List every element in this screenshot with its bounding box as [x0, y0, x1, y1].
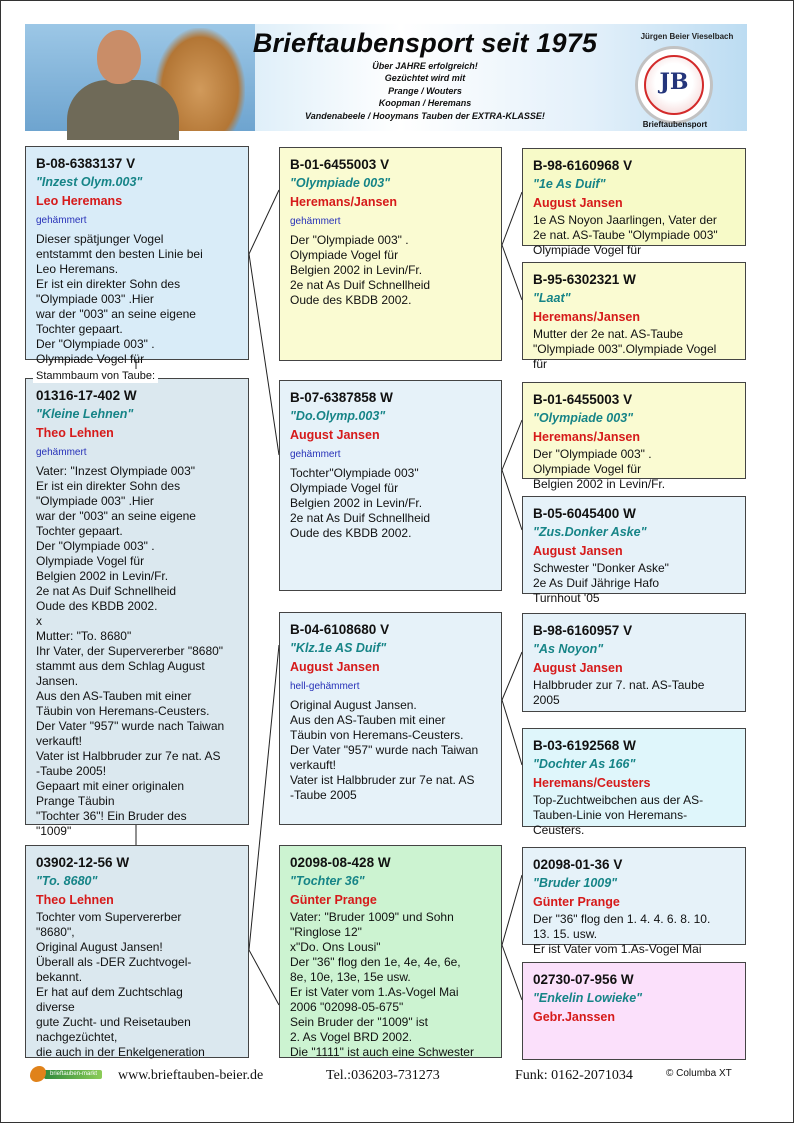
breeder-name: Günter Prange: [290, 893, 377, 907]
ring-number: B-98-6160957 V: [533, 623, 633, 638]
pigeon-description: Dieser spätjunger Vogel entstammt den besten Linie bei Leo Heremans. Er ist ein direkter Sohn des "Olympiade 003" .Hier war der "003" an seine eigene Tochter gepaart. Der "Olympiade 003" . Olympiade Vogel für: [36, 232, 203, 366]
logo-monogram: JB: [644, 55, 704, 115]
pigeon-name: "Tochter 36": [290, 874, 365, 888]
pigeon-description: Der "Olympiade 003" . Olympiade Vogel für Belgien 2002 in Levin/Fr.: [533, 447, 666, 491]
pigeon-description: Vater: "Inzest Olympiade 003" Er ist ein direkter Sohn des "Olympiade 003" .Hier war der "003" an seine eigene Tochter gepaart. Der "Olympiade 003" . Olympiade Vogel für Belgien 2002 in Levin/Fr. 2e nat As Duif Schnellheid Oude des KBDB 2002. x Mutter: "To. 8680" Ihr Vater, der Supervererber "8680" stammt aus dem Schlag August Jansen. Aus den AS-Tauben mit einer Täubin von Heremans-Ceusters. Der Vater "957" wurde nach Taiwan verkauft! Vater ist Halbbruder zur 7e nat. AS -Taube 2005! Gepaart mit einer originalen Prange Täubin "Tochter 36"! Ein Bruder des "1009": [36, 464, 225, 838]
dam-card[interactable]: [25, 845, 249, 1058]
banner-line: Über JAHRE erfolgreich!: [372, 61, 478, 71]
website-link[interactable]: www.brieftauben-beier.de: [118, 1068, 264, 1083]
breeder-name: Theo Lehnen: [36, 893, 114, 907]
pigeon-description: Tochter vom Supervererber "8680", Original August Jansen! Überall als -DER Zuchtvogel- bekannt. Er hat auf dem Zuchtschlag diverse gute Zucht- und Reisetauben nachgezüchtet, die auch in der Enkelgeneration: [36, 910, 205, 1059]
pigeon-description: Tochter"Olympiade 003" Olympiade Vogel für Belgien 2002 in Levin/Fr. 2e nat As Duif Schnellheid Oude des KBDB 2002.: [290, 466, 431, 540]
connector-line: [502, 945, 522, 1000]
ring-number: B-08-6383137 V: [36, 156, 136, 171]
bird-icon: [30, 1066, 46, 1082]
ring-number: B-03-6192568 W: [533, 738, 636, 753]
connector-line: [502, 700, 522, 765]
pigeon-name: "Klz.1e AS Duif": [290, 641, 387, 655]
banner-line: Vandenabeele / Hooymans Tauben der EXTRA-KLASSE!: [305, 110, 545, 121]
ring-number: B-01-6455003 V: [290, 157, 390, 172]
banner-title: Brieftaubensport seit 1975: [252, 28, 598, 58]
ring-number: 02730-07-956 W: [533, 972, 634, 987]
dam-dam-dam-card[interactable]: [522, 962, 746, 1060]
connector-line: [249, 190, 279, 254]
pigeon-name: "Zus.Donker Aske": [533, 525, 647, 539]
connector-line: [249, 254, 279, 455]
brand-name: Jürgen Beier Vieselbach: [640, 32, 734, 41]
pigeon-name: "Kleine Lehnen": [36, 407, 134, 421]
pigeon-name: "To. 8680": [36, 874, 98, 888]
plumage-color: hell-gehämmert: [290, 681, 360, 692]
ring-number: 03902-12-56 W: [36, 855, 130, 870]
ring-number: B-01-6455003 V: [533, 392, 633, 407]
pigeon-name: "Do.Olymp.003": [290, 409, 386, 423]
pigeon-name: "Bruder 1009": [533, 876, 618, 890]
pigeon-description: Schwester "Donker Aske" 2e As Duif Jährige Hafo Turnhout '05: [533, 561, 669, 605]
connector-line: [502, 420, 522, 470]
phone-number: Tel.:036203-731273: [326, 1068, 440, 1083]
pigeon-description: 1e AS Noyon Jaarlingen, Vater der 2e nat. AS-Taube "Olympiade 003" Olympiade Vogel für: [533, 213, 718, 257]
sire-dam-sire-card[interactable]: [522, 382, 746, 491]
dam-dam-sire-card[interactable]: [522, 847, 746, 956]
pigeon-name: "Inzest Olym.003": [36, 175, 143, 189]
pigeon-description: Original August Jansen. Aus den AS-Tauben mit einer Täubin von Heremans-Ceusters. Der Vater "957" wurde nach Taiwan verkauft! Vater ist Halbbruder zur 7e nat. AS -Taube 2005: [290, 698, 479, 802]
breeder-name: Heremans/Jansen: [290, 195, 398, 209]
connector-line: [502, 470, 522, 530]
banner-line: Koopman / Heremans: [378, 98, 472, 109]
breeder-name: August Jansen: [290, 428, 380, 442]
pigeon-name: "Laat": [533, 291, 571, 305]
ring-number: B-05-6045400 W: [533, 506, 636, 521]
sire-dam-card[interactable]: [279, 380, 502, 591]
pigeon-description: Halbbruder zur 7. nat. AS-Taube 2005: [533, 678, 705, 707]
banner-line: Prange / Wouters: [388, 85, 462, 96]
plumage-color: gehämmert: [290, 216, 341, 227]
connector-line: [502, 875, 522, 945]
dam-dam-card[interactable]: [279, 845, 502, 1058]
pigeon-description: Top-Zuchtweibchen aus der AS- Tauben-Linie von Heremans- Ceusters.: [533, 793, 704, 837]
pigeon-description: Der "Olympiade 003" . Olympiade Vogel für Belgien 2002 in Levin/Fr. 2e nat As Duif Schnellheid Oude des KBDB 2002.: [290, 233, 431, 307]
logo-caption: Brieftaubensport: [642, 120, 708, 129]
pigeon-description: Vater: "Bruder 1009" und Sohn "Ringlose 12" x"Do. Ons Lousi" Der "36" flog den 1e, 4e, 4e, 6e, 8e, 10e, 13e, 15e usw. Er ist Vater vom 1.As-Vogel Mai 2006 "02098-05-675" Sein Bruder der "1009" ist 2. As Vogel BRD 2002. Die "1111" ist auch eine Schwester: [290, 910, 474, 1059]
breeder-name: Heremans/Jansen: [533, 310, 641, 324]
connector-line: [249, 950, 279, 1005]
ring-number: B-98-6160968 V: [533, 158, 633, 173]
pigeon-description: Mutter der 2e nat. AS-Taube "Olympiade 003".Olympiade Vogel für: [533, 327, 717, 371]
pigeon-description: Der "36" flog den 1. 4. 4. 6. 8. 10. 13. 15. usw. Er ist Vater vom 1.As-Vogel Mai: [533, 912, 711, 956]
dam-sire-sire-card[interactable]: [522, 613, 746, 712]
sire-dam-dam-card[interactable]: [522, 496, 746, 605]
connector-line: [502, 652, 522, 700]
logo-text: brieftauben-markt: [50, 1071, 98, 1077]
breeder-name: Theo Lehnen: [36, 426, 114, 440]
plumage-color: gehämmert: [290, 449, 341, 460]
pigeon-name: "Olympiade 003": [533, 411, 634, 425]
breeder-name: Leo Heremans: [36, 194, 123, 208]
ring-number: B-04-6108680 V: [290, 622, 390, 637]
plumage-color: gehämmert: [36, 447, 87, 458]
breeder-name: Heremans/Jansen: [533, 430, 641, 444]
ring-number: 02098-01-36 V: [533, 857, 623, 872]
footer-logo[interactable]: [30, 1066, 102, 1082]
sire-sire-dam-card[interactable]: [522, 262, 746, 371]
pigeon-name: "Enkelin Lowieke": [533, 991, 643, 1005]
sire-card[interactable]: [25, 146, 249, 366]
pigeon-name: "As Noyon": [533, 642, 604, 656]
connector-line: [502, 192, 522, 245]
copyright-notice: © Columba XT: [666, 1068, 732, 1079]
ring-number: 01316-17-402 W: [36, 388, 137, 403]
sire-sire-card[interactable]: [279, 147, 502, 361]
subject-card[interactable]: [25, 378, 249, 838]
ring-number: B-95-6302321 W: [533, 272, 636, 287]
pigeon-name: "Dochter As 166": [533, 757, 636, 771]
breeder-name: Heremans/Ceusters: [533, 776, 651, 790]
breeder-name: August Jansen: [533, 544, 623, 558]
breeder-name: August Jansen: [290, 660, 380, 674]
banner-line: Gezüchtet wird mit: [384, 73, 466, 84]
breeder-name: August Jansen: [533, 196, 623, 210]
pigeon-name: "Olympiade 003": [290, 176, 391, 190]
mobile-number: Funk: 0162-2071034: [515, 1068, 633, 1083]
plumage-color: gehämmert: [36, 215, 87, 226]
breeder-name: Gebr.Janssen: [533, 1010, 615, 1024]
dam-sire-dam-card[interactable]: [522, 728, 746, 837]
connector-line: [249, 645, 279, 950]
sire-sire-sire-card[interactable]: [522, 148, 746, 257]
breeder-name: Günter Prange: [533, 895, 620, 909]
dam-sire-card[interactable]: [279, 612, 502, 825]
connector-line: [502, 245, 522, 300]
pigeon-name: "1e As Duif": [533, 177, 606, 191]
pedigree-section-label: Stammbaum von Taube:: [33, 369, 158, 383]
ring-number: 02098-08-428 W: [290, 855, 391, 870]
ring-number: B-07-6387858 W: [290, 390, 393, 405]
breeder-name: August Jansen: [533, 661, 623, 675]
